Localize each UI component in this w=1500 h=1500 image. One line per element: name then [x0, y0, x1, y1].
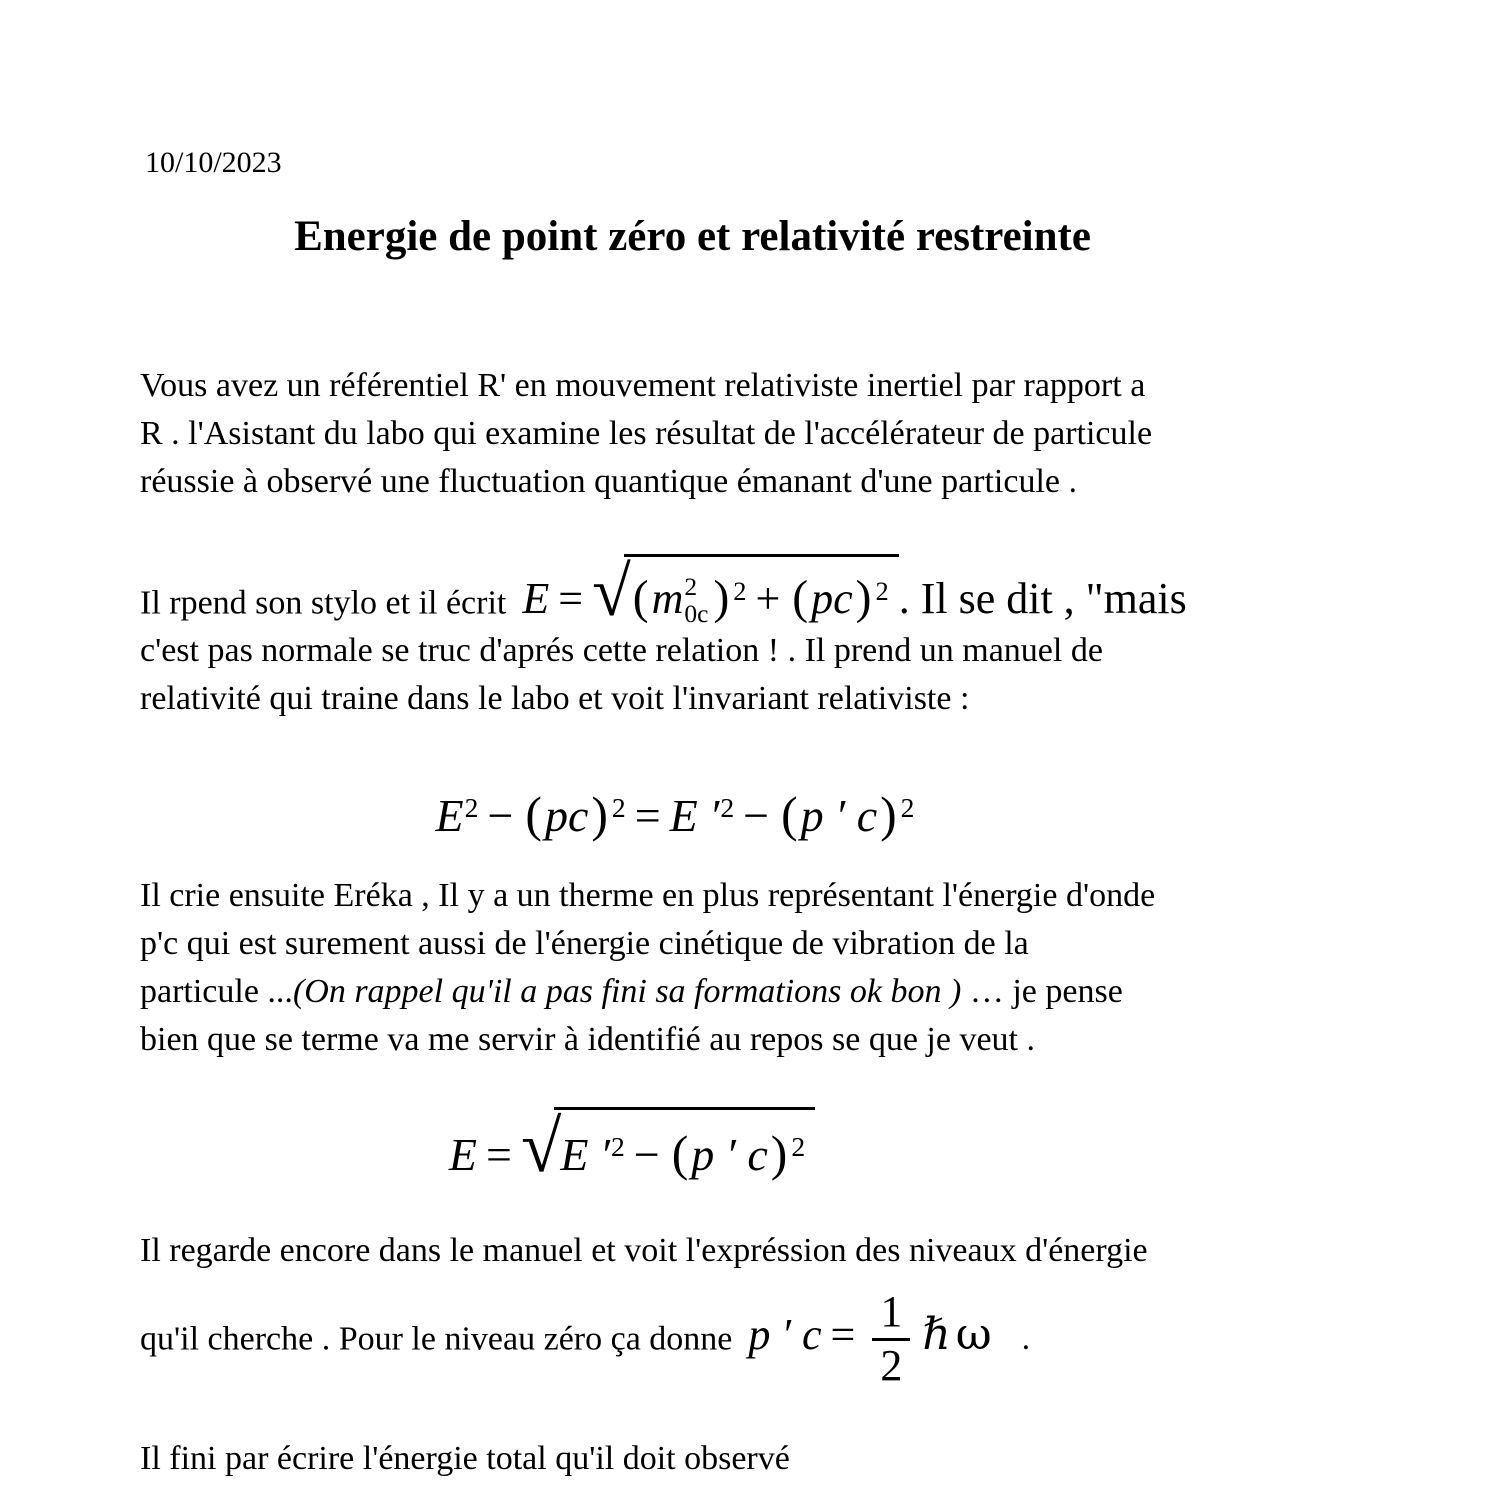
text-line: réussie à observé une fluctuation quantique émanant d'une particule .: [140, 463, 1078, 500]
math-variable: p ′ c: [800, 790, 878, 841]
math-variable: p ′ c: [748, 1310, 822, 1360]
document-date: 10/10/2023: [145, 146, 282, 179]
math-equals: =: [634, 790, 661, 841]
math-supsub: [684, 574, 708, 628]
math-variable: p ′ c: [691, 1128, 768, 1180]
formula-zero-point: [748, 1287, 992, 1390]
math-paren: (: [525, 787, 542, 842]
math-fraction: [872, 1287, 910, 1390]
math-paren: (: [781, 787, 798, 842]
math-variable: E ′: [560, 1128, 610, 1180]
math-equals: =: [485, 1128, 512, 1180]
math-superscript: 2: [464, 791, 479, 823]
text-run: particule ...: [140, 973, 293, 1010]
math-equals: =: [830, 1310, 856, 1360]
radicand: [624, 554, 899, 629]
math-minus: −: [633, 1128, 660, 1180]
math-superscript: 2: [611, 791, 626, 823]
math-superscript: 2: [611, 1130, 625, 1162]
math-sqrt: √(m 2 0c ) $^2$ + (pc) $^2$: [592, 554, 899, 629]
radicand: [554, 1107, 815, 1185]
math-plus: +: [755, 574, 781, 624]
paragraph-niveau-zero: [140, 1287, 1031, 1390]
formula-invariant: [0, 786, 1350, 843]
math-paren: (: [792, 572, 809, 625]
fraction-numerator: 1: [880, 1287, 903, 1336]
text-run: qu'il cherche . Pour le niveau zéro ça donne: [140, 1320, 733, 1358]
text-line: c'est pas normale se truc d'aprés cette relation ! . Il prend un manuel de: [140, 632, 1103, 669]
math-subscript: 0c: [684, 599, 709, 629]
formula-energy-prime: [0, 1105, 1264, 1188]
text-run-italic: (On rappel qu'il a pas fini sa formations ok bon ): [292, 973, 962, 1010]
text-line: Il regarde encore dans le manuel et voit l'expréssion des niveaux d'énergie: [140, 1232, 1148, 1269]
math-paren: ): [855, 572, 872, 625]
text-line: bien que se terme va me servir à identifié au repos se que je veut .: [140, 1021, 1035, 1058]
math-equals: =: [558, 574, 584, 624]
math-superscript: 2: [733, 575, 747, 606]
math-sqrt: √E $'^2 - (p$ ′ c) $^2$: [521, 1107, 815, 1185]
math-paren: (: [671, 1125, 689, 1181]
math-paren: ): [880, 787, 897, 842]
text-run: .: [1021, 1320, 1031, 1358]
text-run: … je pense: [961, 973, 1123, 1010]
paragraph-stylo-rest: [140, 627, 1103, 723]
math-omega: ω: [955, 1309, 992, 1361]
math-superscript: 2: [875, 575, 889, 606]
paragraph-manuel: [140, 1227, 1148, 1275]
math-superscript: 2: [720, 791, 735, 823]
paragraph-stylo-line: [140, 554, 1203, 629]
math-superscript: 2: [791, 1130, 806, 1162]
math-variable: pc: [544, 790, 589, 841]
text-line: [140, 968, 1155, 1016]
paragraph-eureka: [140, 872, 1155, 1064]
math-variable: E: [448, 1128, 477, 1180]
math-variable: pc: [811, 574, 853, 624]
math-hbar: ℏ: [922, 1309, 951, 1361]
math-paren: (: [632, 572, 649, 625]
math-superscript: 2: [900, 791, 915, 823]
math-variable: E: [522, 574, 550, 624]
text-run: Il rpend son stylo et il écrit: [140, 584, 507, 622]
text-line: Il crie ensuite Eréka , Il y a un therme en plus représentant l'énergie d'onde: [140, 877, 1156, 914]
math-paren: ): [713, 572, 730, 625]
text-line: Il fini par écrire l'énergie total qu'il doit observé: [140, 1440, 790, 1477]
paragraph-conclusion: [140, 1435, 790, 1483]
math-paren: ): [770, 1125, 788, 1181]
text-line: R . l'Asistant du labo qui examine les résultat de l'accélérateur de particule: [140, 415, 1153, 452]
fraction-denominator: 2: [872, 1338, 910, 1389]
math-variable: m: [651, 574, 684, 624]
paragraph-intro: [140, 362, 1152, 506]
text-line: p'c qui est surement aussi de l'énergie cinétique de vibration de la: [140, 925, 1029, 962]
text-run: . Il se dit , "mais: [898, 574, 1187, 624]
formula-mass-energy: [522, 552, 1187, 631]
document-title: Energie de point zéro et relativité restreinte: [294, 213, 1091, 260]
math-paren: ): [591, 787, 608, 842]
text-line: relativité qui traine dans le labo et voit l'invariant relativiste :: [140, 680, 970, 717]
math-minus: −: [487, 790, 514, 841]
math-variable: E ′: [669, 790, 720, 841]
text-line: Vous avez un référentiel R' en mouvement relativiste inertiel par rapport a: [140, 367, 1146, 404]
math-minus: −: [743, 790, 770, 841]
math-variable: E: [435, 790, 464, 841]
math-superscript: 2: [684, 572, 698, 602]
